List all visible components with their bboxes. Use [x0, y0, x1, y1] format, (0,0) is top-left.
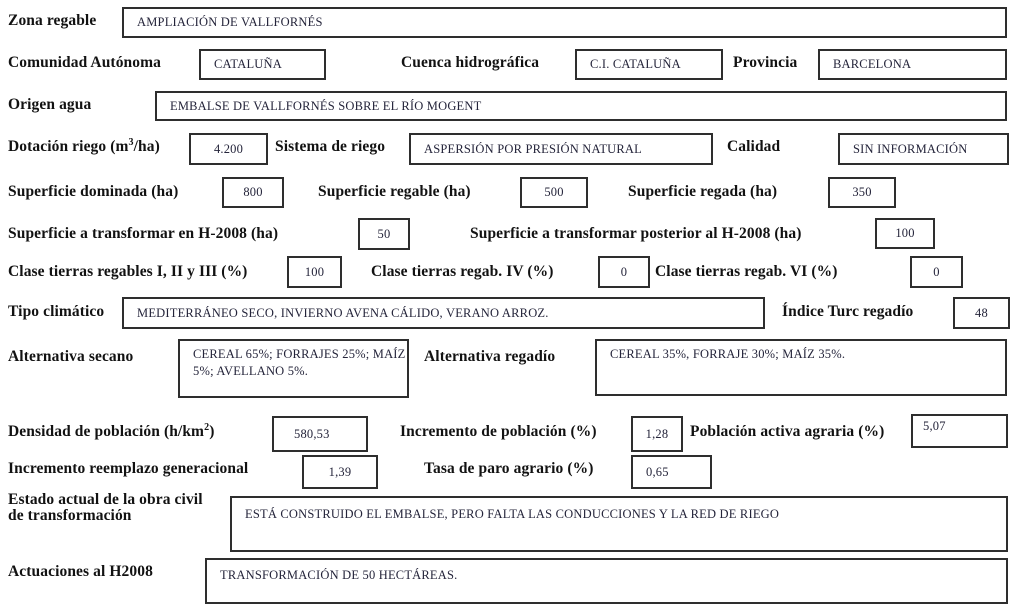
alternativa-secano-label: Alternativa secano: [8, 348, 134, 365]
poblacion-activa-agraria-value: 5,07: [923, 419, 946, 433]
incremento-reemplazo-label: Incremento reemplazo generacional: [8, 460, 249, 477]
incremento-poblacion-value: 1,28: [645, 426, 669, 441]
clase-tierras-vi-label: Clase tierras regab. VI (%): [655, 263, 838, 280]
clase-tierras-i-ii-iii-value: 100: [304, 264, 325, 279]
cuenca-hidrografica-box: [575, 49, 723, 80]
clase-tierras-iv-value: 0: [620, 264, 628, 279]
incremento-reemplazo-box: [302, 455, 378, 489]
superficie-transformar-h2008-box: [358, 218, 410, 250]
clase-tierras-iv-label: Clase tierras regab. IV (%): [371, 263, 554, 280]
superficie-regada-value: 350: [852, 185, 872, 200]
superficie-regada-label: Superficie regada (ha): [628, 183, 778, 200]
dotacion-riego-label: Dotación riego $(m^3/ha)$: [8, 136, 160, 155]
superficie-regable-value: 500: [544, 185, 564, 200]
poblacion-activa-agraria-label: Población activa agraria (%): [690, 423, 885, 440]
alternativa-secano-value: CEREAL 65%; FORRAJES 25%; MAÍZ 5%; AVELLANO 5%.: [193, 347, 406, 378]
provincia-value: BARCELONA: [833, 57, 912, 72]
clase-tierras-iv-box: [598, 256, 650, 288]
indice-turc-value: 48: [975, 305, 988, 320]
superficie-dominada-label: Superficie dominada (ha): [8, 183, 179, 200]
zona-regable-box: [122, 7, 1007, 38]
superficie-transformar-h2008-value: 50: [377, 226, 391, 241]
provincia-label: Provincia: [733, 54, 798, 71]
alternativa-regadio-value: CEREAL 35%, FORRAJE 30%; MAÍZ 35%.: [610, 347, 846, 361]
tasa-paro-agrario-label: Tasa de paro agrario (%): [424, 460, 594, 477]
incremento-poblacion-label: Incremento de población (%): [400, 423, 597, 440]
sistema-riego-box: [409, 133, 713, 165]
superficie-transformar-posterior-value: 100: [895, 226, 915, 241]
tasa-paro-agrario-value: 0,65: [646, 464, 669, 479]
origen-agua-label: Origen agua: [8, 96, 92, 113]
indice-turc-box: [953, 297, 1010, 329]
cuenca-hidrografica-value: C.I. CATALUÑA: [590, 57, 681, 72]
origen-agua-box: [155, 91, 1007, 121]
incremento-reemplazo-value: 1,39: [328, 464, 352, 479]
zona-regable-value: AMPLIACIÓN DE VALLFORNÉS: [137, 15, 323, 30]
calidad-box: [838, 133, 1009, 165]
densidad-poblacion-value: 580,53: [294, 426, 330, 441]
clase-tierras-i-ii-iii-label: Clase tierras regables I, II y III (%): [8, 263, 248, 280]
actuaciones-h2008-box: [205, 558, 1008, 604]
alternativa-secano-box: [178, 339, 409, 398]
indice-turc-label: Índice Turc regadío: [782, 303, 914, 320]
actuaciones-h2008-value: TRANSFORMACIÓN DE 50 HECTÁREAS.: [220, 568, 458, 582]
calidad-value: SIN INFORMACIÓN: [853, 141, 968, 156]
incremento-poblacion-box: [631, 416, 683, 452]
densidad-poblacion-label: Densidad de población $(h/km^2)$: [8, 421, 215, 440]
densidad-poblacion-box: [272, 416, 368, 452]
sistema-riego-value: ASPERSIÓN POR PRESIÓN NATURAL: [424, 141, 642, 156]
calidad-label: Calidad: [727, 138, 781, 155]
tipo-climatico-value: MEDITERRÁNEO SECO, INVIERNO AVENA CÁLIDO, VERANO ARROZ.: [137, 305, 549, 320]
dotacion-riego-value: 4.200: [213, 141, 244, 156]
sistema-riego-label: Sistema de riego: [275, 138, 386, 155]
provincia-box: [818, 49, 1007, 80]
zona-regable-label: Zona regable: [8, 12, 97, 29]
superficie-regada-box: [828, 177, 896, 208]
comunidad-autonoma-value: CATALUÑA: [214, 57, 282, 72]
comunidad-autonoma-label: Comunidad Autónoma: [8, 54, 161, 71]
alternativa-regadio-label: Alternativa regadío: [424, 348, 556, 365]
superficie-dominada-box: [222, 177, 284, 208]
comunidad-autonoma-box: [199, 49, 326, 80]
superficie-transformar-posterior-box: [875, 218, 935, 249]
alternativa-regadio-box: [595, 339, 1007, 396]
clase-tierras-vi-value: 0: [933, 264, 940, 279]
tipo-climatico-box: [122, 297, 765, 329]
superficie-transformar-posterior-label: Superficie a transformar posterior al H-2008 (ha): [470, 225, 802, 242]
cuenca-hidrografica-label: Cuenca hidrográfica: [401, 54, 540, 71]
estado-obra-civil-box: [230, 496, 1008, 552]
superficie-transformar-h2008-label: Superficie a transformar en H-2008 (ha): [8, 225, 279, 242]
actuaciones-h2008-label: Actuaciones al H2008: [8, 563, 153, 580]
clase-tierras-i-ii-iii-box: [287, 256, 342, 288]
origen-agua-value: EMBALSE DE VALLFORNÉS SOBRE EL RÍO MOGENT: [170, 98, 482, 113]
poblacion-activa-agraria-box: [911, 414, 1008, 448]
tipo-climatico-label: Tipo climático: [8, 303, 105, 320]
tasa-paro-agrario-box: [631, 455, 712, 489]
clase-tierras-vi-box: [910, 256, 963, 288]
estado-obra-civil-value: ESTÁ CONSTRUIDO EL EMBALSE, PERO FALTA LAS CONDUCCIONES Y LA RED DE RIEGO: [245, 507, 780, 521]
superficie-regable-label: Superficie regable (ha): [318, 183, 471, 200]
superficie-dominada-value: 800: [243, 185, 263, 200]
dotacion-riego-box: [189, 133, 268, 165]
estado-obra-civil-label: Estado actual de la obra civil de transformación: [8, 491, 203, 525]
superficie-regable-box: [520, 177, 588, 208]
